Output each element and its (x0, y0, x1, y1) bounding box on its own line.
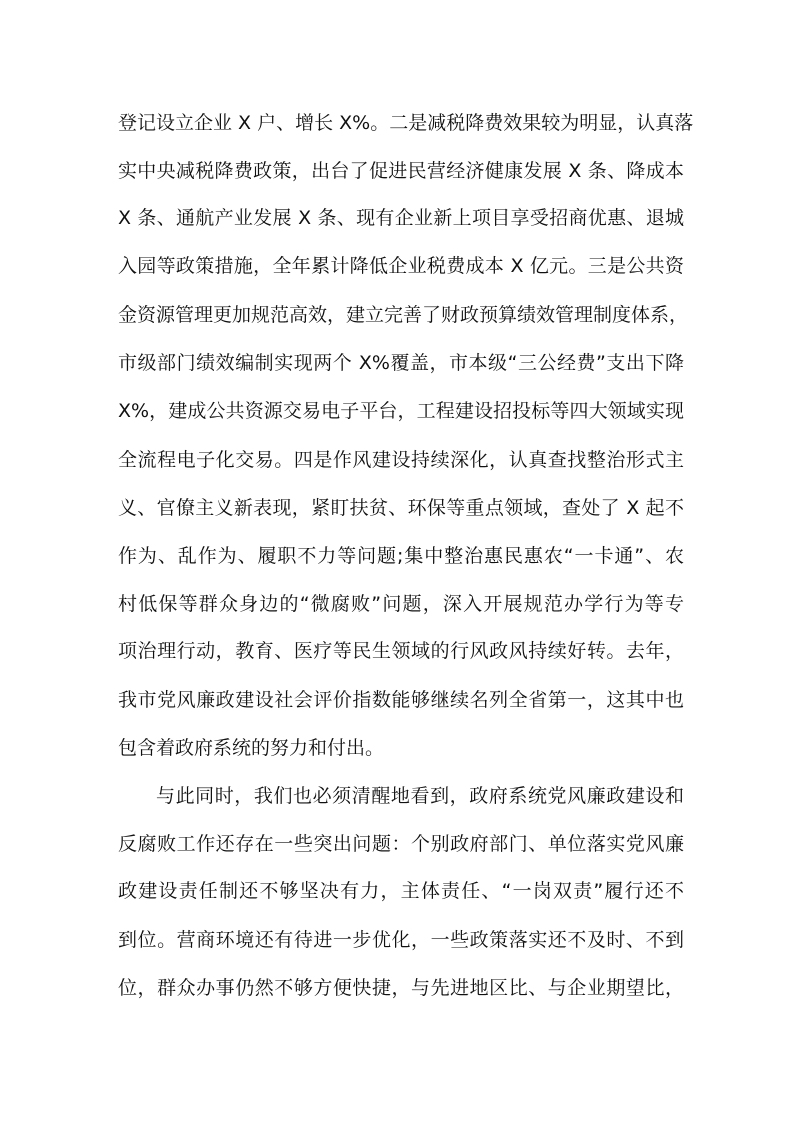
text-line: 入园等政策措施，全年累计降低企业税费成本 X 亿元。三是公共资 (118, 255, 684, 277)
text-line: 位，群众办事仍然不够方便快捷，与先进地区比、与企业期望比， (118, 977, 684, 999)
text-line: 全流程电子化交易。四是作风建设持续深化，认真查找整治形式主 (118, 449, 684, 471)
text-line: 实中央减税降费政策，出台了促进民营经济健康发展 X 条、降成本 (118, 160, 684, 182)
paragraph-first-line: 与此同时，我们也必须清醒地看到，政府系统党风廉政建设和 (156, 785, 684, 807)
text-line: 金资源管理更加规范高效，建立完善了财政预算绩效管理制度体系， (118, 304, 689, 326)
text-line: 作为、乱作为、履职不力等问题;集中整治惠民惠农“一卡通”、农 (118, 545, 684, 567)
text-line: 我市党风廉政建设社会评价指数能够继续名列全省第一，这其中也 (118, 689, 684, 711)
text-line: 到位。营商环境还有待进一步优化，一些政策落实还不及时、不到 (118, 929, 684, 951)
text-line: 义、官僚主义新表现，紧盯扶贫、环保等重点领域，查处了 X 起不 (118, 497, 684, 519)
text-line: X%，建成公共资源交易电子平台，工程建设招投标等四大领域实现 (118, 400, 684, 422)
text-line: 登记设立企业 X 户、增长 X%。二是减税降费效果较为明显，认真落 (118, 112, 694, 134)
text-line: 包含着政府系统的努力和付出。 (118, 737, 385, 759)
text-line: X 条、通航产业发展 X 条、现有企业新上项目享受招商优惠、退城 (118, 207, 684, 229)
text-line: 政建设责任制还不够坚决有力，主体责任、“一岗双责”履行还不 (118, 880, 684, 902)
text-line: 项治理行动，教育、医疗等民生领域的行风政风持续好转。去年， (118, 640, 684, 662)
text-line: 反腐败工作还存在一些突出问题：个别政府部门、单位落实党风廉 (118, 833, 684, 855)
text-line: 市级部门绩效编制实现两个 X%覆盖，市本级“三公经费”支出下降 (118, 352, 684, 374)
text-line: 村低保等群众身边的“微腐败”问题，深入开展规范办学行为等专 (118, 593, 684, 615)
